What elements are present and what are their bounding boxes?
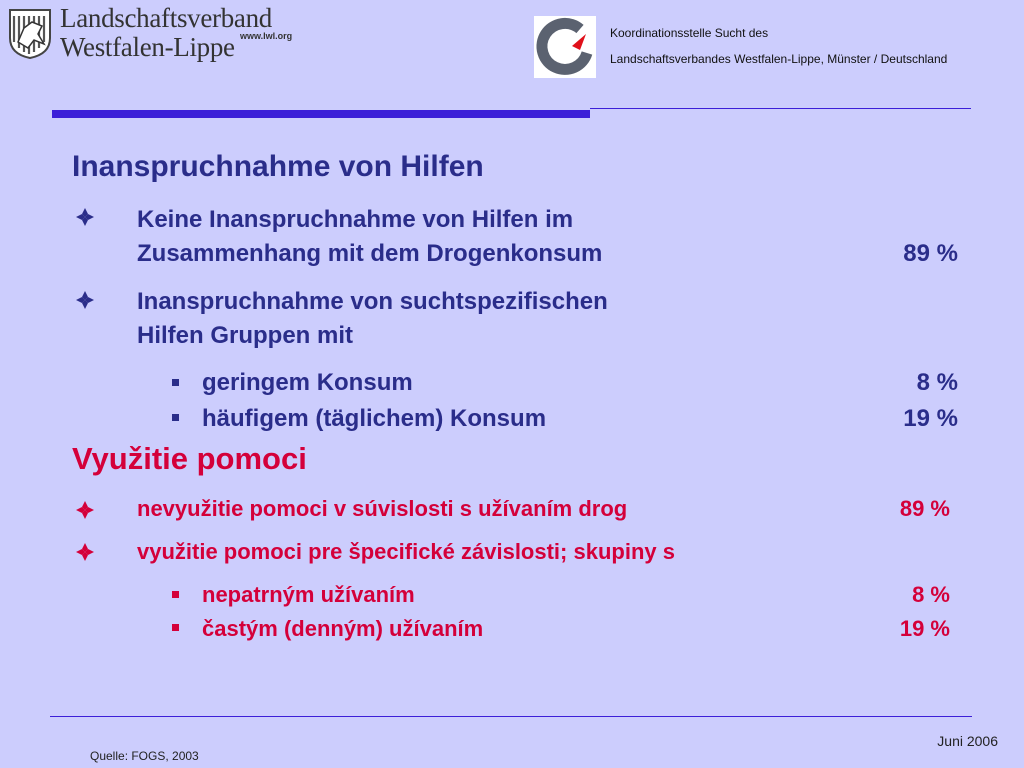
german-item1-line2: Zusammenhang mit dem Drogenkonsum <box>137 240 603 267</box>
footer-date: Juni 2006 <box>937 733 998 749</box>
slovak-item2-label: využitie pomoci pre špecifické závislosti; skupiny s <box>137 539 675 564</box>
footer-rule <box>50 716 972 717</box>
org-name-line2: Westfalen-Lippe <box>60 32 235 62</box>
square-bullet-icon <box>172 379 179 386</box>
german-sub1-value: 8 % <box>916 369 958 396</box>
slovak-title: Využitie pomoci <box>72 441 307 476</box>
german-item1 <box>137 203 602 271</box>
german-item2 <box>137 285 608 353</box>
footer-source: Quelle: FOGS, 2003 <box>90 749 199 763</box>
diamond-bullet-icon <box>76 208 94 226</box>
german-sub2-label: häufigem (täglichem) Konsum <box>202 405 547 432</box>
diamond-bullet-icon <box>76 291 94 309</box>
slovak-sub2-label: častým (denným) užívaním <box>202 616 484 641</box>
german-item2-line1: Inanspruchnahme von suchtspezifischen <box>137 288 608 315</box>
german-sub1-label: geringem Konsum <box>202 369 413 396</box>
slovak-item1-value: 89 % <box>899 496 950 521</box>
lwl-logo-icon <box>8 8 52 60</box>
german-item2-line2: Hilfen Gruppen mit <box>137 322 353 349</box>
header-rule-thick <box>52 110 590 118</box>
slovak-sub1-label: nepatrným užívaním <box>202 582 415 607</box>
german-item1-value: 89 % <box>903 240 958 267</box>
diamond-bullet-icon <box>76 543 94 561</box>
slovak-sub1-value: 8 % <box>912 582 950 607</box>
square-bullet-icon <box>172 414 179 421</box>
square-bullet-icon <box>172 591 179 598</box>
german-item1-line1: Keine Inanspruchnahme von Hilfen im <box>137 206 574 233</box>
slovak-item1-label: nevyužitie pomoci v súvislosti s užívaním drog <box>137 496 628 521</box>
koordinationsstelle-logo-icon <box>534 16 596 78</box>
diamond-bullet-icon <box>76 501 94 519</box>
partner-line1: Koordinationsstelle Sucht des <box>610 26 769 40</box>
org-name-line1: Landschaftsverband <box>60 3 273 33</box>
german-title: Inanspruchnahme von Hilfen <box>72 150 484 183</box>
header-rule-thin <box>590 108 971 109</box>
slovak-sub2-value: 19 % <box>899 616 950 641</box>
square-bullet-icon <box>172 624 179 631</box>
org-url: www.lwl.org <box>240 31 293 41</box>
german-sub2-value: 19 % <box>903 405 958 432</box>
partner-line2: Landschaftsverbandes Westfalen-Lippe, Münster / Deutschland <box>610 52 948 66</box>
